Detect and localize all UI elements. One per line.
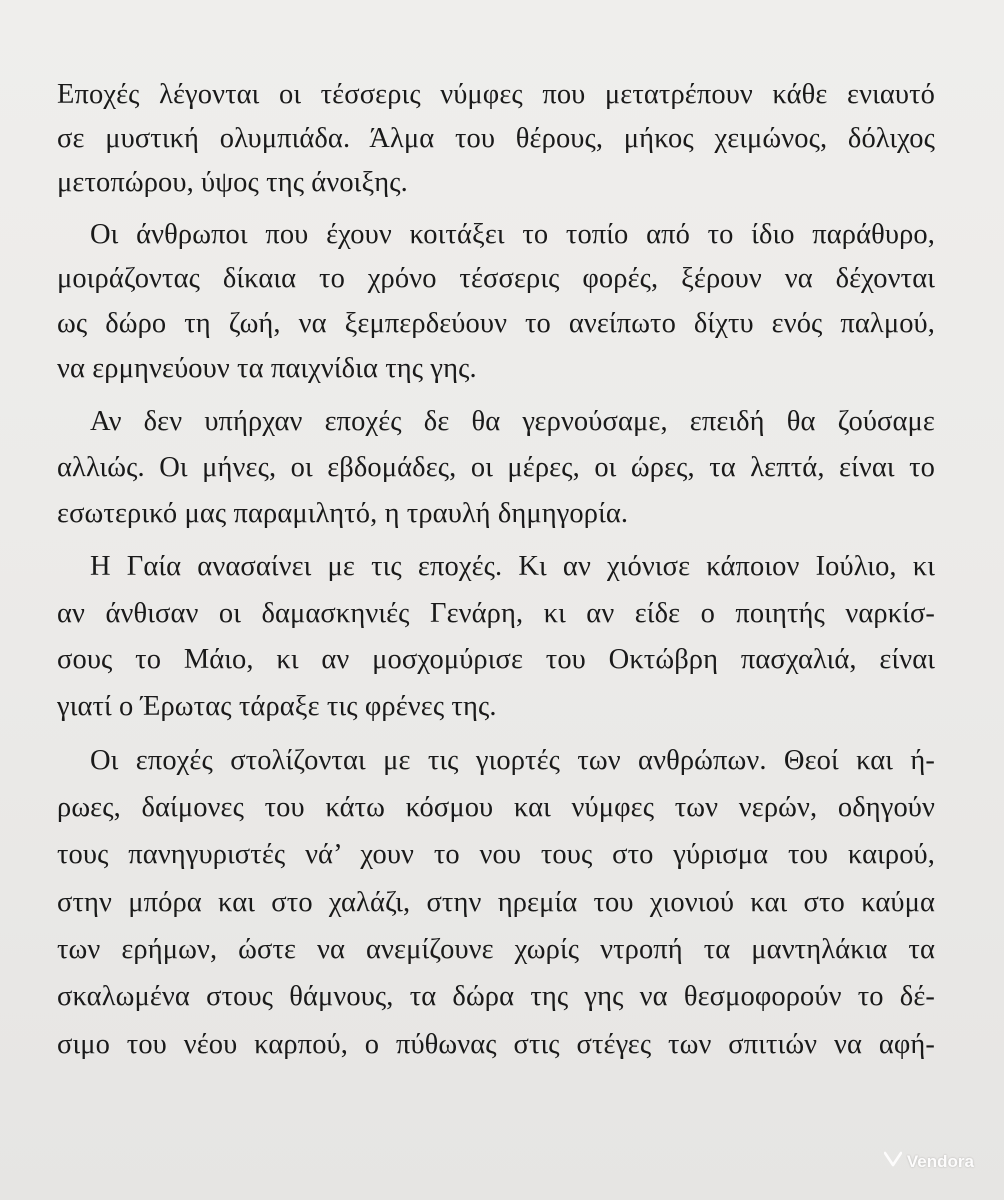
text-line: σε μυστική ολυμπιάδα. Άλμα του θέρους, μήκος χειμώνος, δόλιχος (57, 123, 935, 154)
text-line: Οι άνθρωποι που έχουν κοιτάξει το τοπίο από το ίδιο παράθυρο, (90, 219, 935, 250)
watermark-text: Vendora (906, 1151, 974, 1171)
text-line: σιμο του νέου καρπού, ο πύθωνας στις στέγες των σπιτιών να αφή- (57, 1029, 935, 1060)
text-line: γιατί ο Έρωτας τάραξε τις φρένες της. (57, 691, 497, 722)
text-line: ρωες, δαίμονες του κάτω κόσμου και νύμφες των νερών, οδηγούν (57, 792, 935, 823)
vendora-v-icon (884, 1151, 902, 1172)
text-line: μετοπώρου, ύψος της άνοιξης. (57, 167, 408, 198)
text-line: αλλιώς. Οι μήνες, οι εβδομάδες, οι μέρες, οι ώρες, τα λεπτά, είναι το (57, 452, 935, 483)
text-line: σους το Μάιο, κι αν μοσχομύρισε του Οκτώβρη πασχαλιά, είναι (57, 644, 935, 675)
text-line: Η Γαία ανασαίνει με τις εποχές. Κι αν χιόνισε κάποιον Ιούλιο, κι (90, 551, 935, 582)
text-line: Εποχές λέγονται οι τέσσερις νύμφες που μετατρέπουν κάθε ενιαυτό (57, 79, 935, 110)
text-line: Οι εποχές στολίζονται με τις γιορτές των ανθρώπων. Θεοί και ή- (90, 745, 935, 776)
text-line: στην μπόρα και στο χαλάζι, στην ηρεμία του χιονιού και στο καύμα (57, 887, 935, 918)
text-line: ως δώρο τη ζωή, να ξεμπερδεύουν το ανείπωτο δίχτυ ενός παλμού, (57, 308, 935, 339)
text-line: Αν δεν υπήρχαν εποχές δε θα γερνούσαμε, επειδή θα ζούσαμε (90, 406, 935, 437)
vendora-watermark (884, 1151, 974, 1172)
text-line: αν άνθισαν οι δαμασκηνιές Γενάρη, κι αν είδε ο ποιητής ναρκίσ- (57, 598, 935, 629)
text-line: των ερήμων, ώστε να ανεμίζουνε χωρίς ντροπή τα μαντηλάκια τα (57, 934, 935, 965)
text-line: σκαλωμένα στους θάμνους, τα δώρα της γης να θεσμοφορούν το δέ- (57, 981, 935, 1012)
text-line: τους πανηγυριστές νά’ χουν το νου τους στο γύρισμα του καιρού, (57, 839, 935, 870)
text-line: να ερμηνεύουν τα παιχνίδια της γης. (57, 353, 477, 384)
text-line: μοιράζοντας δίκαια το χρόνο τέσσερις φορές, ξέρουν να δέχονται (57, 263, 935, 294)
text-line: εσωτερικό μας παραμιλητό, η τραυλή δημηγορία. (57, 498, 629, 529)
